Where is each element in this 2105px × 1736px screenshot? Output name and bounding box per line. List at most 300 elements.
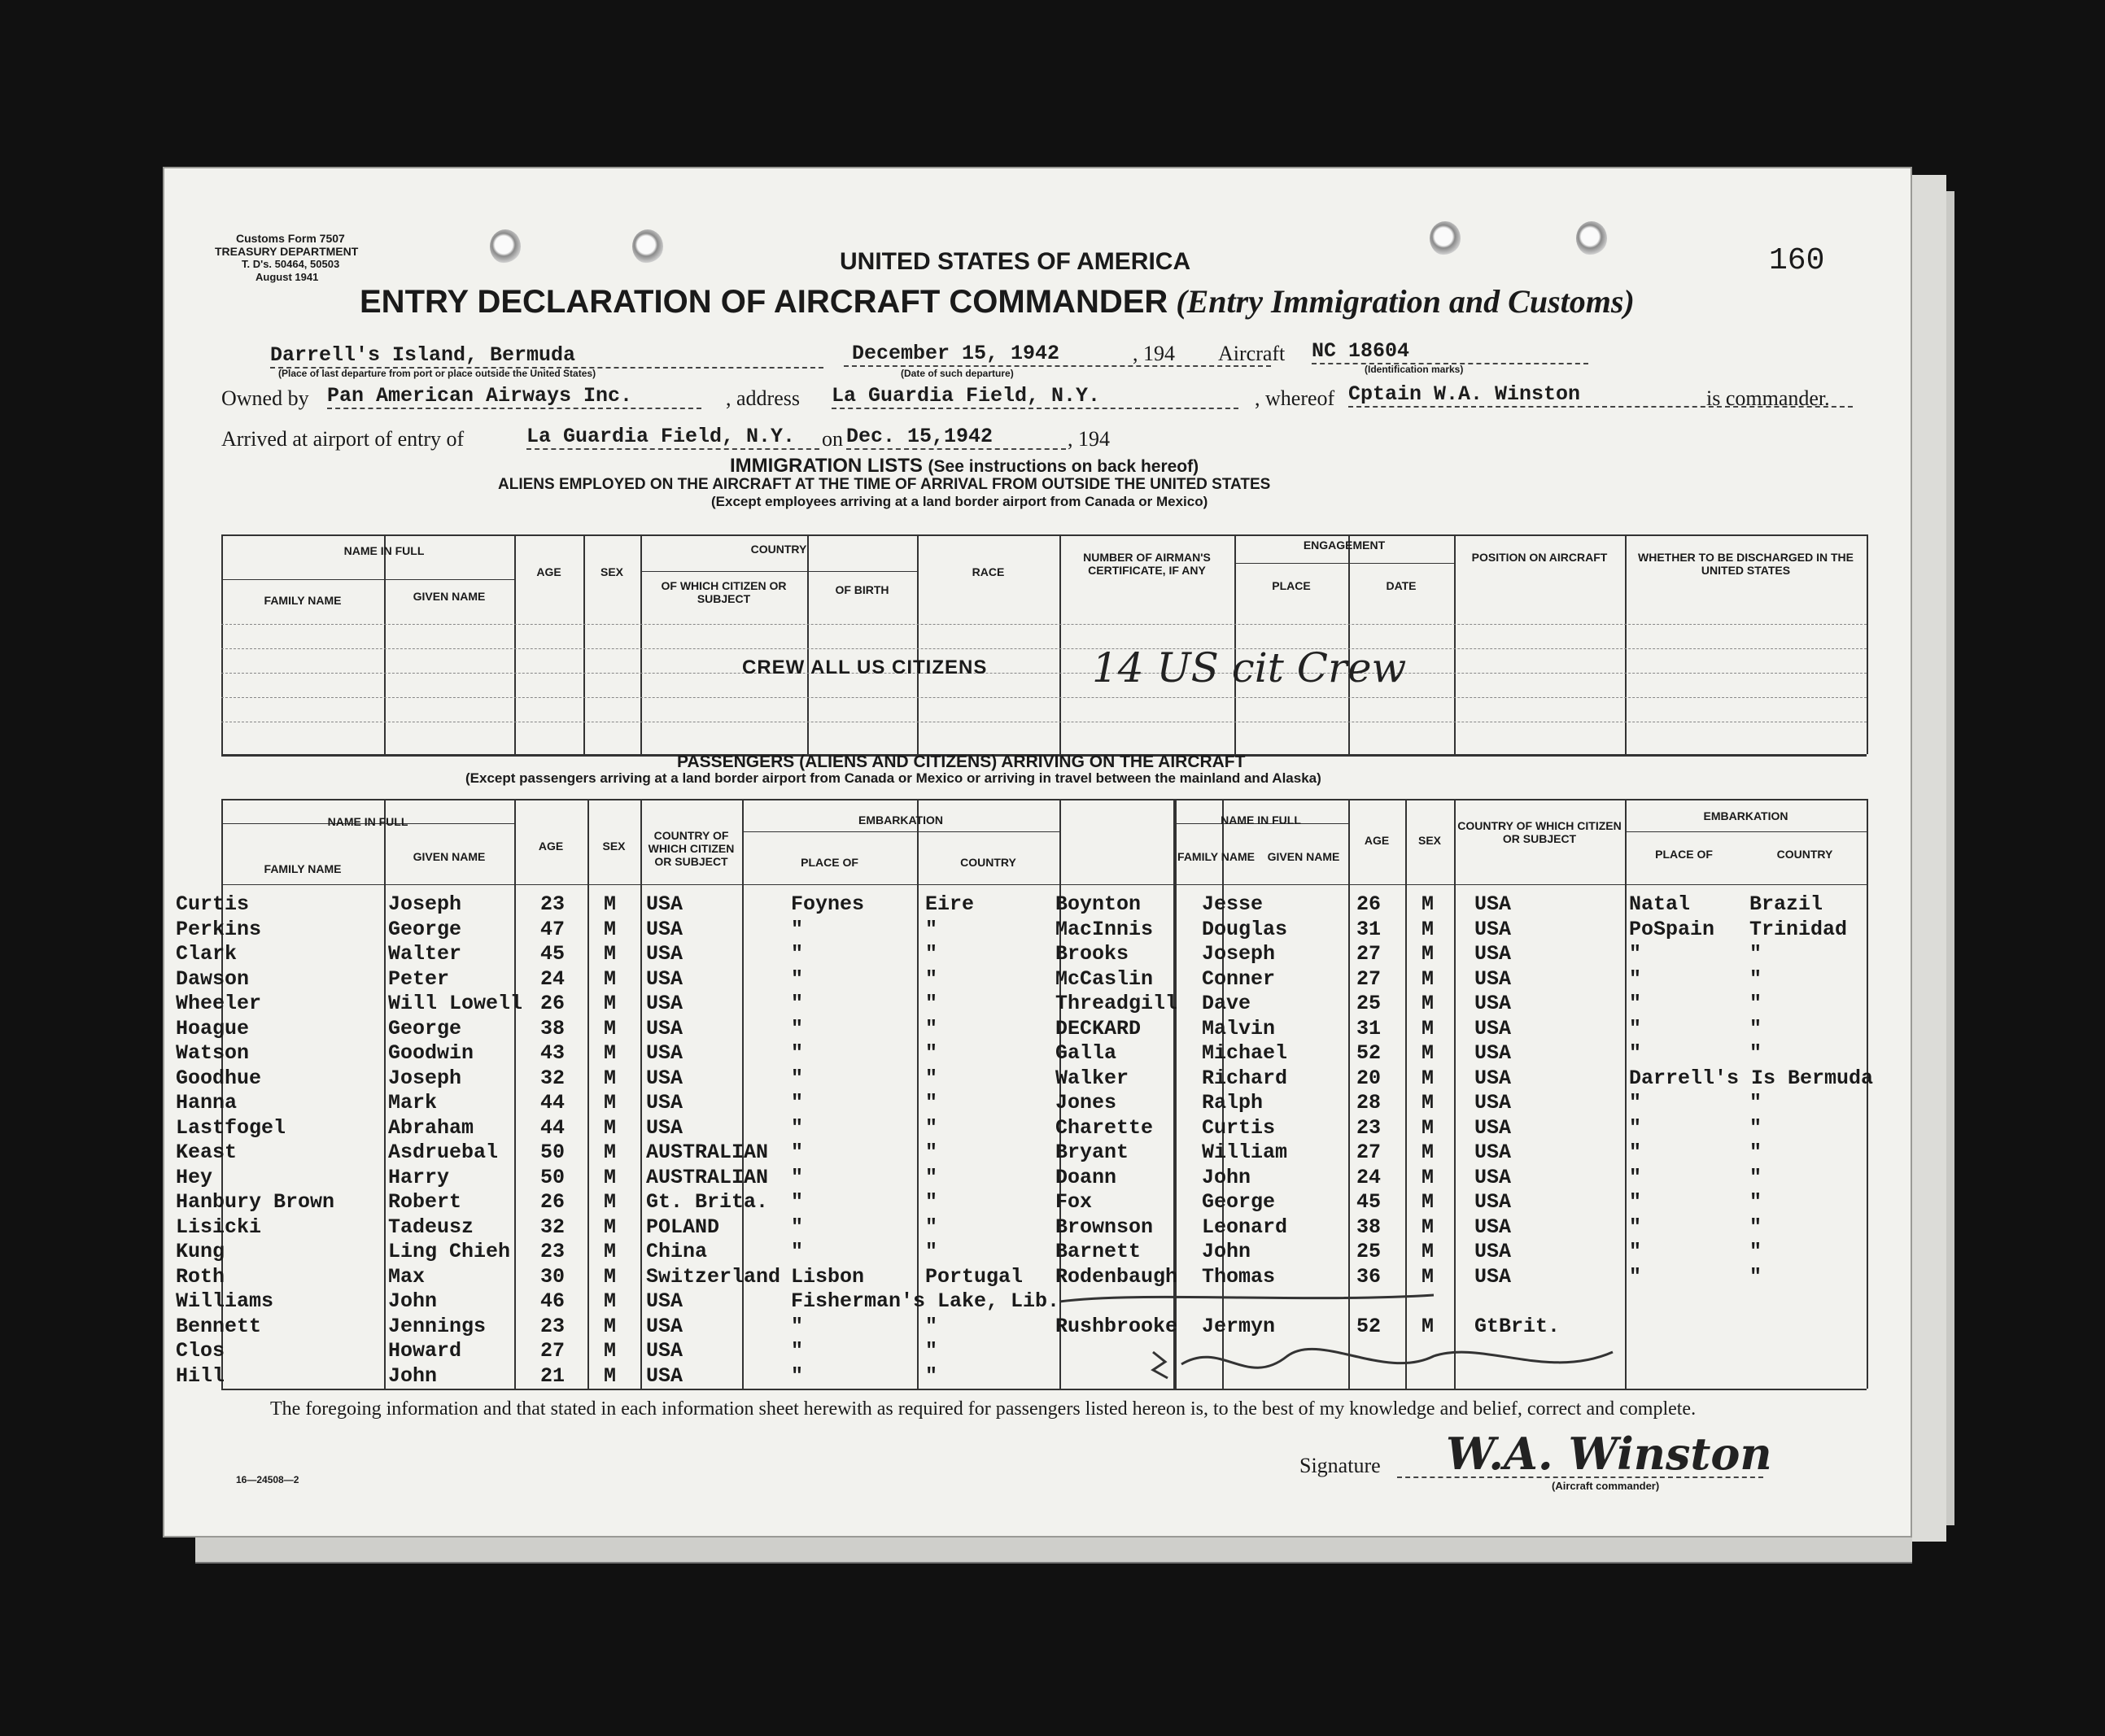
passenger-embark-place: " <box>791 1041 804 1065</box>
passenger-age: 23 <box>540 892 566 916</box>
passenger-family-name: Barnett <box>1055 1240 1142 1263</box>
passenger-citizen: USA <box>1474 917 1512 941</box>
passenger-citizen: USA <box>646 1066 683 1090</box>
passenger-given-name: Tadeusz <box>388 1215 474 1239</box>
passenger-family-name: Threadgill <box>1055 992 1178 1015</box>
passenger-family-name: Dawson <box>176 966 250 991</box>
passenger-citizen: POLAND <box>646 1215 720 1239</box>
departure-date-caption: (Date of such departure) <box>901 368 1014 379</box>
passenger-sex: M <box>604 1066 617 1090</box>
passenger-sex: M <box>1422 1165 1435 1189</box>
form-number: Customs Form 7507 <box>236 232 345 245</box>
passenger-embark-place: " <box>791 1115 804 1140</box>
passenger-sex: M <box>604 1016 617 1040</box>
passenger-age: 46 <box>540 1289 566 1313</box>
pax-col-given-2: GIVEN NAME <box>1267 850 1340 863</box>
passenger-sex: M <box>1422 892 1435 916</box>
passengers-note: (Except passengers arriving at a land border airport from Canada or Mexico or arriving in travel between the mainland and Alaska) <box>465 770 1321 786</box>
passenger-sex: M <box>1422 1240 1435 1263</box>
passenger-given-name: George <box>1202 1190 1276 1214</box>
passenger-family-name: Hanbury Brown <box>176 1190 335 1214</box>
passenger-given-name: John <box>388 1289 438 1313</box>
passenger-citizen: USA <box>1474 1041 1512 1065</box>
passenger-family-name: McCaslin <box>1055 966 1154 991</box>
passenger-given-name: Peter <box>388 966 450 991</box>
passenger-embark-country: " <box>1749 942 1762 966</box>
passenger-sex: M <box>604 1363 617 1388</box>
passenger-age: 27 <box>1356 966 1382 991</box>
passenger-sex: M <box>604 1314 617 1338</box>
passenger-sex: M <box>1422 992 1435 1015</box>
passenger-citizen: USA <box>1474 1115 1512 1140</box>
immigration-title-text: IMMIGRATION LISTS <box>730 455 923 477</box>
passenger-given-name: George <box>388 1016 462 1040</box>
title-main: ENTRY DECLARATION OF AIRCRAFT COMMANDER <box>360 284 1168 320</box>
pax-col-age-2: AGE <box>1364 834 1390 847</box>
passenger-embark-place: " <box>1629 1091 1642 1114</box>
passenger-embark-country: " <box>925 1215 938 1239</box>
passenger-embark-place: PoSpain <box>1629 917 1715 941</box>
passenger-citizen: AUSTRALIAN <box>646 1141 769 1164</box>
passenger-citizen: USA <box>646 1339 683 1363</box>
passenger-given-name: Harry <box>388 1165 450 1189</box>
passenger-sex: M <box>604 1215 617 1239</box>
passenger-age: 27 <box>540 1339 566 1363</box>
passenger-sex: M <box>1422 917 1435 941</box>
passenger-embark-country: " <box>1749 1115 1762 1140</box>
passenger-age: 32 <box>540 1215 566 1239</box>
passenger-embark-place: " <box>1629 1016 1642 1040</box>
year-suffix: , 194 <box>1133 342 1175 365</box>
passenger-given-name: George <box>388 917 462 941</box>
owned-by-label: Owned by <box>221 386 309 410</box>
passenger-age: 26 <box>540 992 566 1015</box>
passenger-age: 28 <box>1356 1091 1382 1114</box>
aircraft-caption: (Identification marks) <box>1365 364 1464 375</box>
pax-col-sex-2: SEX <box>1417 834 1441 847</box>
passenger-age: 45 <box>540 942 566 966</box>
signature-caption: (Aircraft commander) <box>1552 1480 1660 1492</box>
passenger-age: 36 <box>1356 1264 1382 1289</box>
passenger-embark-country: " <box>925 1240 938 1263</box>
passenger-age: 47 <box>540 917 566 941</box>
passenger-embark-place: " <box>791 1363 804 1388</box>
passenger-embark-country: Eire <box>925 892 975 916</box>
passenger-family-name: Galla <box>1055 1041 1117 1065</box>
passenger-family-name: Walker <box>1055 1066 1129 1090</box>
passenger-given-name: Joseph <box>1202 942 1276 966</box>
strike-marks <box>164 168 1914 1539</box>
passenger-embark-country: Brazil <box>1749 892 1823 916</box>
crew-col-sex: SEX <box>600 565 623 578</box>
passenger-sex: M <box>1422 1314 1435 1338</box>
passenger-family-name: Williams <box>176 1289 274 1313</box>
passenger-given-name: John <box>1202 1165 1251 1189</box>
passenger-embark-country: " <box>925 1091 938 1114</box>
passenger-family-name: Perkins <box>176 917 262 941</box>
passenger-citizen: USA <box>1474 892 1512 916</box>
passenger-citizen: USA <box>1474 1240 1512 1263</box>
passenger-given-name: Abraham <box>388 1115 474 1140</box>
passenger-citizen: USA <box>1474 992 1512 1015</box>
passenger-given-name: John <box>1202 1240 1251 1263</box>
passenger-age: 26 <box>1356 892 1382 916</box>
passenger-citizen: USA <box>1474 1165 1512 1189</box>
passenger-age: 38 <box>540 1016 566 1040</box>
passenger-family-name: Rushbrooke <box>1055 1314 1178 1338</box>
pax-col-given: GIVEN NAME <box>413 850 486 863</box>
passenger-age: 31 <box>1356 1016 1382 1040</box>
commander-name: Cptain W.A. Winston <box>1348 382 1853 408</box>
passenger-citizen: USA <box>646 1041 683 1065</box>
passenger-sex: M <box>1422 1041 1435 1065</box>
passenger-age: 43 <box>540 1041 566 1065</box>
passenger-family-name: Boynton <box>1055 892 1142 916</box>
passenger-sex: M <box>1422 1215 1435 1239</box>
passenger-citizen: Gt. Brita. <box>646 1190 769 1214</box>
passenger-sex: M <box>604 892 617 916</box>
pax-col-name-2: NAME IN FULL <box>1221 813 1301 827</box>
passenger-embark-place: " <box>1629 1041 1642 1065</box>
passenger-family-name: Roth <box>176 1264 225 1289</box>
passenger-embark-place: " <box>791 917 804 941</box>
passenger-embark-country: " <box>925 1190 938 1214</box>
passenger-sex: M <box>604 1289 617 1313</box>
passenger-age: 25 <box>1356 1240 1382 1263</box>
crew-col-place: PLACE <box>1272 579 1311 592</box>
passenger-family-name: Kung <box>176 1240 225 1263</box>
aliens-title: ALIENS EMPLOYED ON THE AIRCRAFT AT THE TIME OF ARRIVAL FROM OUTSIDE THE UNITED STATES <box>498 476 1271 493</box>
passenger-sex: M <box>604 1041 617 1065</box>
passenger-given-name: Jennings <box>388 1314 487 1338</box>
passenger-family-name: Doann <box>1055 1165 1117 1189</box>
passenger-age: 38 <box>1356 1215 1382 1239</box>
pax-col-citizen-2: COUNTRY OF WHICH CITIZEN OR SUBJECT <box>1457 819 1622 845</box>
on-label: on <box>822 427 843 451</box>
passenger-embark-place: Foynes <box>791 892 865 916</box>
passenger-sex: M <box>604 917 617 941</box>
passenger-citizen: USA <box>646 1115 683 1140</box>
arrival-airport: La Guardia Field, N.Y. <box>526 425 819 450</box>
passenger-citizen: USA <box>646 1314 683 1338</box>
crew-col-position: POSITION ON AIRCRAFT <box>1471 551 1608 564</box>
passenger-given-name: Ling Chieh <box>388 1240 511 1263</box>
passenger-embark-place: " <box>1629 1115 1642 1140</box>
passenger-embark-country: " <box>1749 1091 1762 1114</box>
passenger-family-name: Fox <box>1055 1190 1093 1214</box>
passenger-embark-country: " <box>1749 1215 1762 1239</box>
passenger-sex: M <box>604 1115 617 1140</box>
passenger-given-name: Douglas <box>1202 917 1288 941</box>
passenger-embark-country: Portugal <box>925 1264 1024 1289</box>
passenger-given-name: William <box>1202 1141 1288 1164</box>
passenger-embark-country: " <box>925 1115 938 1140</box>
pax-col-country-2: COUNTRY <box>1776 848 1833 861</box>
passenger-family-name: Hey <box>176 1165 213 1189</box>
passenger-given-name: Curtis <box>1202 1115 1276 1140</box>
passenger-family-name: Curtis <box>176 892 250 916</box>
passenger-age: 23 <box>1356 1115 1382 1140</box>
aliens-note: (Except employees arriving at a land border airport from Canada or Mexico) <box>711 494 1208 509</box>
crew-col-race: RACE <box>972 565 1005 578</box>
arrived-label: Arrived at airport of entry of <box>221 427 465 451</box>
passenger-embark-country: " <box>925 1016 938 1040</box>
passenger-embark-place: " <box>791 992 804 1015</box>
passenger-given-name: Conner <box>1202 966 1276 991</box>
passenger-embark-place: " <box>791 1141 804 1164</box>
passenger-given-name: Robert <box>388 1190 462 1214</box>
passenger-embark-place: " <box>1629 942 1642 966</box>
passenger-family-name: Charette <box>1055 1115 1154 1140</box>
passenger-embark-country: " <box>1749 1041 1762 1065</box>
passenger-family-name: Jones <box>1055 1091 1117 1114</box>
passenger-embark-place: " <box>1629 966 1642 991</box>
passenger-age: 31 <box>1356 917 1382 941</box>
passenger-family-name: Brownson <box>1055 1215 1154 1239</box>
title-sub: (Entry Immigration and Customs) <box>1176 283 1635 320</box>
td-numbers: T. D's. 50464, 50503 <box>242 258 340 270</box>
crew-col-birth: OF BIRTH <box>835 583 889 596</box>
passenger-embark-place: Fisherman's Lake, Lib. <box>791 1289 1060 1313</box>
passenger-age: 24 <box>540 966 566 991</box>
pax-col-name: NAME IN FULL <box>327 815 408 828</box>
passenger-citizen: USA <box>1474 1264 1512 1289</box>
passenger-sex: M <box>1422 1115 1435 1140</box>
passenger-citizen: USA <box>646 942 683 966</box>
passenger-citizen: USA <box>646 992 683 1015</box>
passenger-citizen: USA <box>1474 1066 1512 1090</box>
passenger-embark-country: " <box>1749 966 1762 991</box>
passenger-embark-country: " <box>925 966 938 991</box>
immigration-title-note: (See instructions on back hereof) <box>928 457 1199 476</box>
passenger-age: 24 <box>1356 1165 1382 1189</box>
passenger-embark-country: " <box>925 992 938 1015</box>
passenger-embark-place: Natal <box>1629 892 1691 916</box>
passenger-given-name: Leonard <box>1202 1215 1288 1239</box>
passenger-embark-country: " <box>925 1314 938 1338</box>
passenger-given-name: Thomas <box>1202 1264 1276 1289</box>
passenger-embark-place: " <box>1629 1240 1642 1263</box>
passenger-embark-place: " <box>791 942 804 966</box>
aircraft-label: Aircraft <box>1218 342 1286 365</box>
passenger-sex: M <box>1422 1190 1435 1214</box>
declaration-text: The foregoing information and that stated in each information sheet herewith as required for passengers listed hereon is, to the best of my knowledge and belief, correct and complete. <box>270 1398 1697 1420</box>
passenger-given-name: Ralph <box>1202 1091 1264 1114</box>
passenger-given-name: Dave <box>1202 992 1251 1015</box>
passenger-sex: M <box>1422 1016 1435 1040</box>
passenger-citizen: USA <box>646 1091 683 1114</box>
passenger-embark-place: " <box>791 1314 804 1338</box>
crew-col-family: FAMILY NAME <box>264 594 342 607</box>
year-suffix: , 194 <box>1068 427 1110 451</box>
passenger-age: 32 <box>540 1066 566 1090</box>
passenger-embark-place: " <box>791 1215 804 1239</box>
passenger-age: 52 <box>1356 1314 1382 1338</box>
passenger-age: 27 <box>1356 1141 1382 1164</box>
passenger-embark-country: " <box>1749 1141 1762 1164</box>
passenger-family-name: Watson <box>176 1041 250 1065</box>
passenger-family-name: Keast <box>176 1141 238 1164</box>
passenger-citizen: USA <box>1474 1141 1512 1164</box>
passenger-sex: M <box>604 1264 617 1289</box>
passenger-embark-place: " <box>791 1091 804 1114</box>
commander-signature: W.A. Winston <box>1446 1428 1772 1480</box>
passenger-embark-country: " <box>1749 992 1762 1015</box>
passenger-given-name: Joseph <box>388 1066 462 1090</box>
passenger-embark-country: " <box>925 1066 938 1090</box>
crew-col-citizen: OF WHICH CITIZEN OR SUBJECT <box>661 579 787 605</box>
passenger-age: 30 <box>540 1264 566 1289</box>
passenger-citizen: USA <box>646 917 683 941</box>
crew-col-given: GIVEN NAME <box>413 590 486 603</box>
crew-col-certificate: NUMBER OF AIRMAN'S CERTIFICATE, IF ANY <box>1083 551 1211 577</box>
passenger-sex: M <box>604 1339 617 1363</box>
passenger-embark-place: " <box>791 1165 804 1189</box>
crew-col-engagement: ENGAGEMENT <box>1303 539 1386 552</box>
pax-col-country: COUNTRY <box>960 856 1016 869</box>
passenger-age: 21 <box>540 1363 566 1388</box>
passenger-citizen: USA <box>646 1289 683 1313</box>
passenger-sex: M <box>604 992 617 1015</box>
passenger-given-name: Richard <box>1202 1066 1288 1090</box>
passenger-citizen: USA <box>646 966 683 991</box>
passenger-sex: M <box>604 1091 617 1114</box>
passenger-embark-country: " <box>925 1141 938 1164</box>
passenger-embark-place: " <box>791 1066 804 1090</box>
passenger-sex: M <box>604 1240 617 1263</box>
passenger-family-name: Hanna <box>176 1091 238 1114</box>
passenger-embark-country: " <box>1749 1190 1762 1214</box>
passenger-embark-place: " <box>791 1190 804 1214</box>
passenger-age: 50 <box>540 1165 566 1189</box>
passenger-family-name: Goodhue <box>176 1066 262 1090</box>
passenger-age: 23 <box>540 1240 566 1263</box>
passenger-embark-country: " <box>925 942 938 966</box>
passenger-given-name: Will Lowell <box>388 992 523 1015</box>
passenger-age: 20 <box>1356 1066 1382 1090</box>
pax-col-age: AGE <box>538 840 564 853</box>
departure-caption: (Place of last departure from port or place outside the United States) <box>278 368 596 379</box>
passenger-given-name: Malvin <box>1202 1016 1276 1040</box>
passenger-family-name: Clos <box>176 1339 225 1363</box>
passenger-family-name: Hill <box>176 1363 225 1388</box>
passenger-given-name: Walter <box>388 942 462 966</box>
passenger-citizen: USA <box>1474 1091 1512 1114</box>
aircraft-id: NC 18604 <box>1312 339 1588 364</box>
passenger-sex: M <box>1422 1066 1435 1090</box>
passenger-citizen: USA <box>1474 942 1512 966</box>
passenger-sex: M <box>1422 966 1435 991</box>
passenger-embark-country: " <box>925 1165 938 1189</box>
crew-col-discharged: WHETHER TO BE DISCHARGED IN THE UNITED STATES <box>1638 551 1854 577</box>
passenger-citizen: USA <box>646 892 683 916</box>
passenger-given-name: Max <box>388 1264 426 1289</box>
passenger-embark-place: " <box>791 1016 804 1040</box>
passenger-sex: M <box>604 966 617 991</box>
passenger-embark-place: " <box>1629 1264 1642 1289</box>
passenger-sex: M <box>604 1165 617 1189</box>
passenger-family-name: Hoague <box>176 1016 250 1040</box>
passenger-embark-country: " <box>1749 1165 1762 1189</box>
pax-col-family-2: FAMILY NAME <box>1177 850 1255 863</box>
owner-address: La Guardia Field, N.Y. <box>832 384 1238 409</box>
passenger-embark-country: " <box>925 1339 938 1363</box>
pax-col-place: PLACE OF <box>801 856 858 869</box>
pax-col-family: FAMILY NAME <box>264 862 342 875</box>
passenger-given-name: Goodwin <box>388 1041 474 1065</box>
passenger-age: 27 <box>1356 942 1382 966</box>
passenger-family-name: Rodenbaugh <box>1055 1264 1178 1289</box>
pax-col-embarkation: EMBARKATION <box>858 813 943 827</box>
passenger-embark-place: " <box>791 1240 804 1263</box>
passenger-given-name: Jesse <box>1202 892 1264 916</box>
crew-col-country: COUNTRY <box>750 543 807 556</box>
passenger-citizen: USA <box>646 1363 683 1388</box>
passenger-citizen: Switzerland <box>646 1264 781 1289</box>
crew-col-age: AGE <box>536 565 561 578</box>
arrival-date: Dec. 15,1942 <box>846 425 1066 450</box>
passenger-family-name: Wheeler <box>176 992 262 1015</box>
passenger-citizen: AUSTRALIAN <box>646 1165 769 1189</box>
passenger-citizen: USA <box>1474 1016 1512 1040</box>
passenger-family-name: Clark <box>176 942 238 966</box>
passenger-sex: M <box>1422 1141 1435 1164</box>
passenger-citizen: GtBrit. <box>1474 1314 1561 1338</box>
owner: Pan American Airways Inc. <box>327 384 701 409</box>
passenger-embark-country: " <box>1749 1016 1762 1040</box>
passenger-citizen: USA <box>646 1016 683 1040</box>
whereof-label: , whereof <box>1255 386 1335 410</box>
passenger-age: 52 <box>1356 1041 1382 1065</box>
passenger-age: 45 <box>1356 1190 1382 1214</box>
passenger-sex: M <box>604 1141 617 1164</box>
passenger-sex: M <box>1422 1091 1435 1114</box>
passenger-sex: M <box>604 1190 617 1214</box>
passenger-age: 25 <box>1356 992 1382 1015</box>
passenger-given-name: Howard <box>388 1339 462 1363</box>
department: TREASURY DEPARTMENT <box>215 245 359 258</box>
passenger-embark-place: Darrell's Is Bermuda <box>1629 1066 1874 1090</box>
passenger-embark-country: " <box>925 1363 938 1388</box>
passenger-given-name: Asdruebal <box>388 1141 499 1164</box>
passenger-embark-country: " <box>1749 1240 1762 1263</box>
crew-note: CREW ALL US CITIZENS <box>742 656 988 678</box>
pax-col-citizen: COUNTRY OF WHICH CITIZEN OR SUBJECT <box>648 829 735 868</box>
passenger-family-name: Lisicki <box>176 1215 262 1239</box>
crew-handwritten-note: 14 US cit Crew <box>1092 644 1407 691</box>
departure-date: December 15, 1942 <box>844 342 1271 367</box>
passenger-embark-place: " <box>1629 1141 1642 1164</box>
is-commander-label: is commander. <box>1706 386 1830 410</box>
passenger-embark-place: " <box>791 1339 804 1363</box>
passenger-age: 23 <box>540 1314 566 1338</box>
passenger-age: 26 <box>540 1190 566 1214</box>
passenger-age: 44 <box>540 1091 566 1114</box>
passenger-embark-country: " <box>925 917 938 941</box>
pax-col-place-2: PLACE OF <box>1655 848 1713 861</box>
passenger-family-name: Bennett <box>176 1314 262 1338</box>
passenger-given-name: Jermyn <box>1202 1314 1276 1338</box>
passenger-embark-place: " <box>1629 992 1642 1015</box>
passenger-family-name: Bryant <box>1055 1141 1129 1164</box>
passenger-embark-country: " <box>1749 1264 1762 1289</box>
passenger-given-name: Mark <box>388 1091 438 1114</box>
passenger-embark-country: " <box>925 1041 938 1065</box>
page-number: 160 <box>1769 243 1825 278</box>
passenger-sex: M <box>1422 942 1435 966</box>
passenger-age: 44 <box>540 1115 566 1140</box>
passenger-given-name: Joseph <box>388 892 462 916</box>
